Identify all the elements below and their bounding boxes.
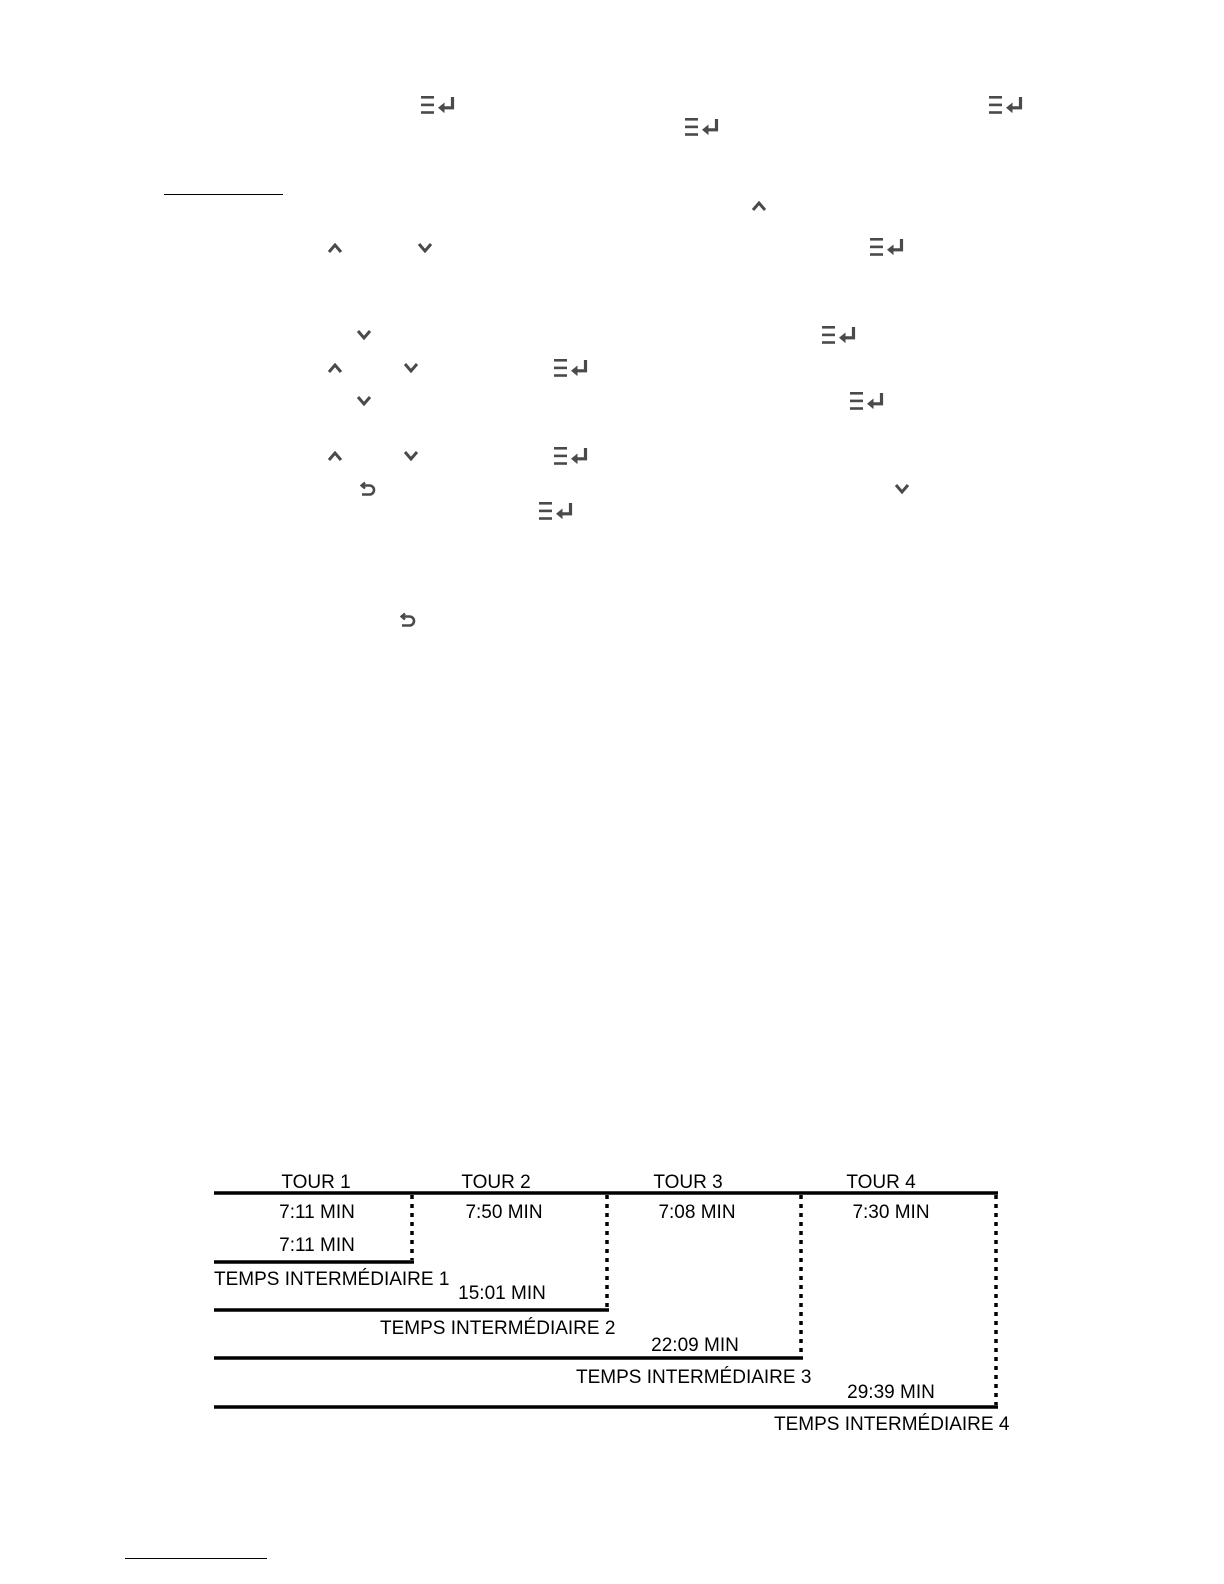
split-2-time: 15:01 MIN	[458, 1283, 546, 1304]
lap-4-time: 7:30 MIN	[852, 1202, 930, 1223]
lap-3-time: 7:08 MIN	[658, 1202, 736, 1223]
split-4-time: 29:39 MIN	[847, 1382, 935, 1403]
lap-1-time: 7:11 MIN	[279, 1202, 355, 1223]
split-1-time: 7:11 MIN	[279, 1235, 355, 1256]
lap-4-label: TOUR 4	[846, 1172, 916, 1193]
footnote-rule	[125, 1558, 267, 1559]
split-3-time: 22:09 MIN	[651, 1335, 739, 1356]
lap-1-label: TOUR 1	[281, 1172, 351, 1193]
split-1-label: TEMPS INTERMÉDIAIRE 1	[214, 1269, 450, 1290]
lap-3-label: TOUR 3	[653, 1172, 723, 1193]
lap-2-time: 7:50 MIN	[465, 1202, 543, 1223]
split-3-label: TEMPS INTERMÉDIAIRE 3	[576, 1367, 812, 1388]
split-4-label: TEMPS INTERMÉDIAIRE 4	[774, 1414, 1010, 1435]
split-2-label: TEMPS INTERMÉDIAIRE 2	[380, 1318, 616, 1339]
lap-2-label: TOUR 2	[461, 1172, 531, 1193]
